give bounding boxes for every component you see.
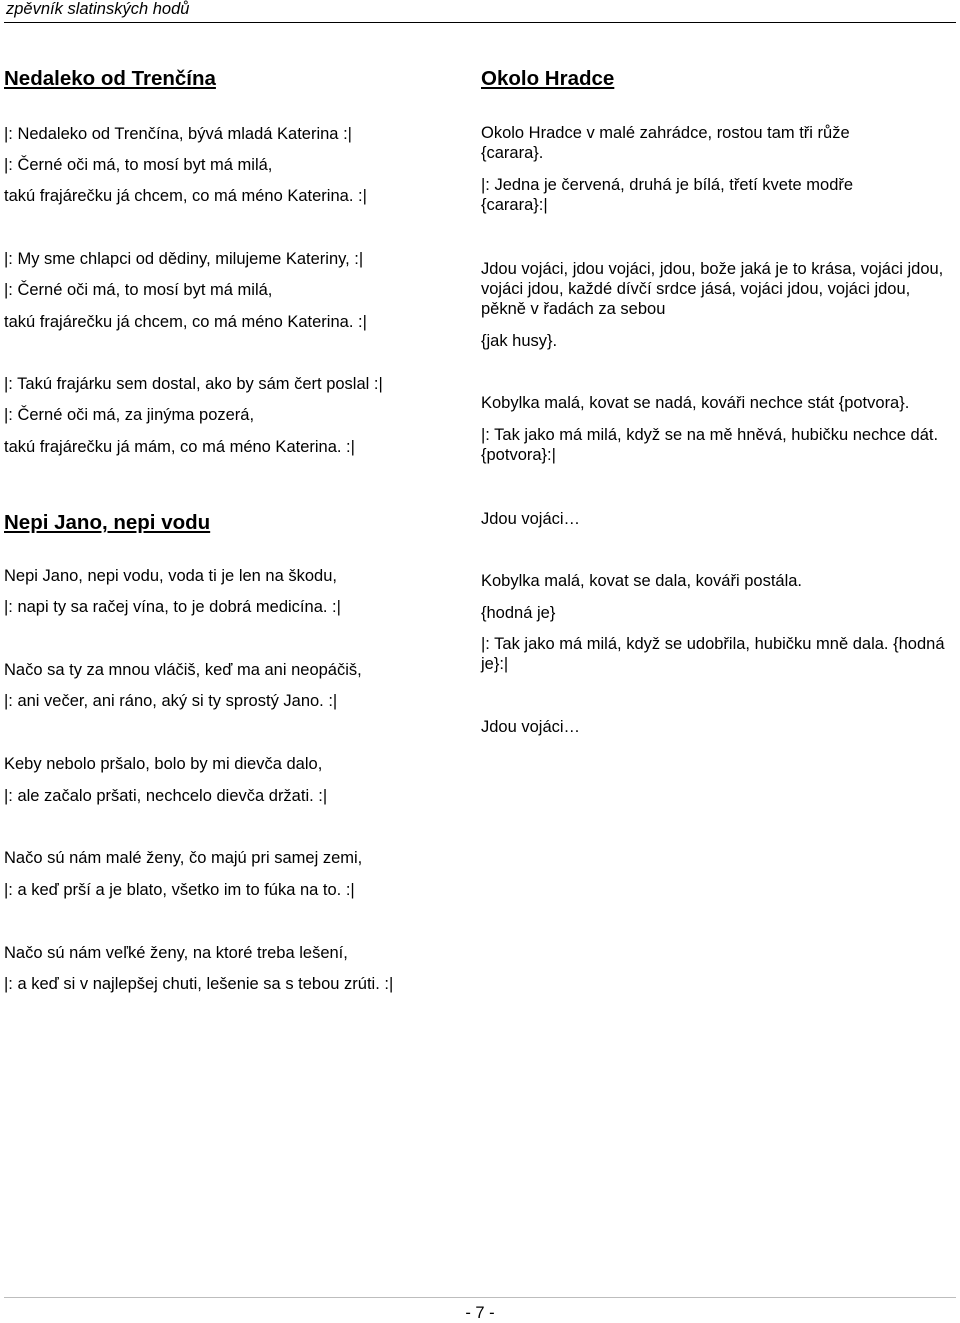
lyric-line: takú frajárečku já mám, co má méno Katerina. :| [4, 438, 355, 456]
lyric-line: Jdou vojáci… [481, 510, 581, 528]
lyric-line: Kobylka malá, kovat se nadá, kováři nechce stát {potvora}. [481, 394, 910, 412]
lyric-line: |: Černé oči má, to mosí byt má milá, [4, 156, 273, 174]
lyric-line: takú frajárečku já chcem, co má méno Katerina. :| [4, 187, 367, 205]
lyric-line: Načo sa ty za mnou vláčiš, keď ma ani neopáčiš, [4, 661, 362, 679]
lyric-line: |: ani večer, ani ráno, aký si ty sprostý Jano. :| [4, 692, 338, 710]
lyric-line: Keby nebolo pršalo, bolo by mi dievča dalo, [4, 755, 323, 773]
lyric-line: takú frajárečku já chcem, co má méno Katerina. :| [4, 313, 367, 331]
lyric-paragraph: |: Tak jako má milá, když se udobřila, hubičku mně dala. {hodná je}:| [481, 635, 945, 673]
lyric-line: |: Černé oči má, to mosí byt má milá, [4, 281, 273, 299]
lyric-line: |: a keď si v najlepšej chuti, lešenie sa s tebou zrúti. :| [4, 975, 394, 993]
lyric-paragraph: Okolo Hradce v malé zahrádce, rostou tam tři růže {carara}. [481, 124, 850, 162]
song-title-hradce: Okolo Hradce [481, 67, 615, 90]
lyric-line: {hodná je} [481, 604, 556, 622]
running-header [4, 0, 956, 23]
lyric-line: |: Nedaleko od Trenčína, bývá mladá Katerina :| [4, 125, 352, 143]
lyric-line: |: napi ty sa račej vína, to je dobrá medicína. :| [4, 598, 341, 616]
lyric-paragraph: |: Jedna je červená, druhá je bílá, třetí kvete modře {carara}:| [481, 176, 854, 214]
lyric-line: |: Černé oči má, za jinýma pozerá, [4, 406, 255, 424]
songbook-title: zpěvník slatinských hodů [6, 0, 190, 18]
lyric-line: Načo sú nám veľké ženy, na ktoré treba lešení, [4, 944, 348, 962]
footer-divider [4, 1297, 956, 1298]
lyric-line: {jak husy}. [481, 332, 558, 350]
lyric-line: |: ale začalo pršati, nechcelo dievča držati. :| [4, 787, 328, 805]
song-title-jano: Nepi Jano, nepi vodu [4, 511, 211, 534]
lyric-paragraph: |: Tak jako má milá, když se na mě hněvá, hubičku nechce dát. {potvora}:| [481, 426, 939, 464]
lyric-paragraph: Jdou vojáci, jdou vojáci, jdou, bože jaká je to krása, vojáci jdou, vojáci jdou, každé dívčí srdce jásá, vojáci jdou, vojáci jdou, pěkně v řadách za sebou [481, 260, 944, 318]
lyric-line: Kobylka malá, kovat se dala, kováři postála. [481, 572, 803, 590]
page-number: - 7 - [465, 1304, 495, 1322]
lyric-line: |: Takú frajárku sem dostal, ako by sám čert poslal :| [4, 375, 383, 393]
lyric-line: |: My sme chlapci od dědiny, milujeme Kateriny, :| [4, 250, 364, 268]
lyric-line: Nepi Jano, nepi vodu, voda ti je len na škodu, [4, 567, 337, 585]
lyric-line: Jdou vojáci… [481, 718, 581, 736]
song-title-trencin: Nedaleko od Trenčína [4, 67, 216, 90]
lyric-line: |: a keď prší a je blato, všetko im to fúka na to. :| [4, 881, 355, 899]
lyric-line: Načo sú nám malé ženy, čo majú pri samej zemi, [4, 849, 363, 867]
